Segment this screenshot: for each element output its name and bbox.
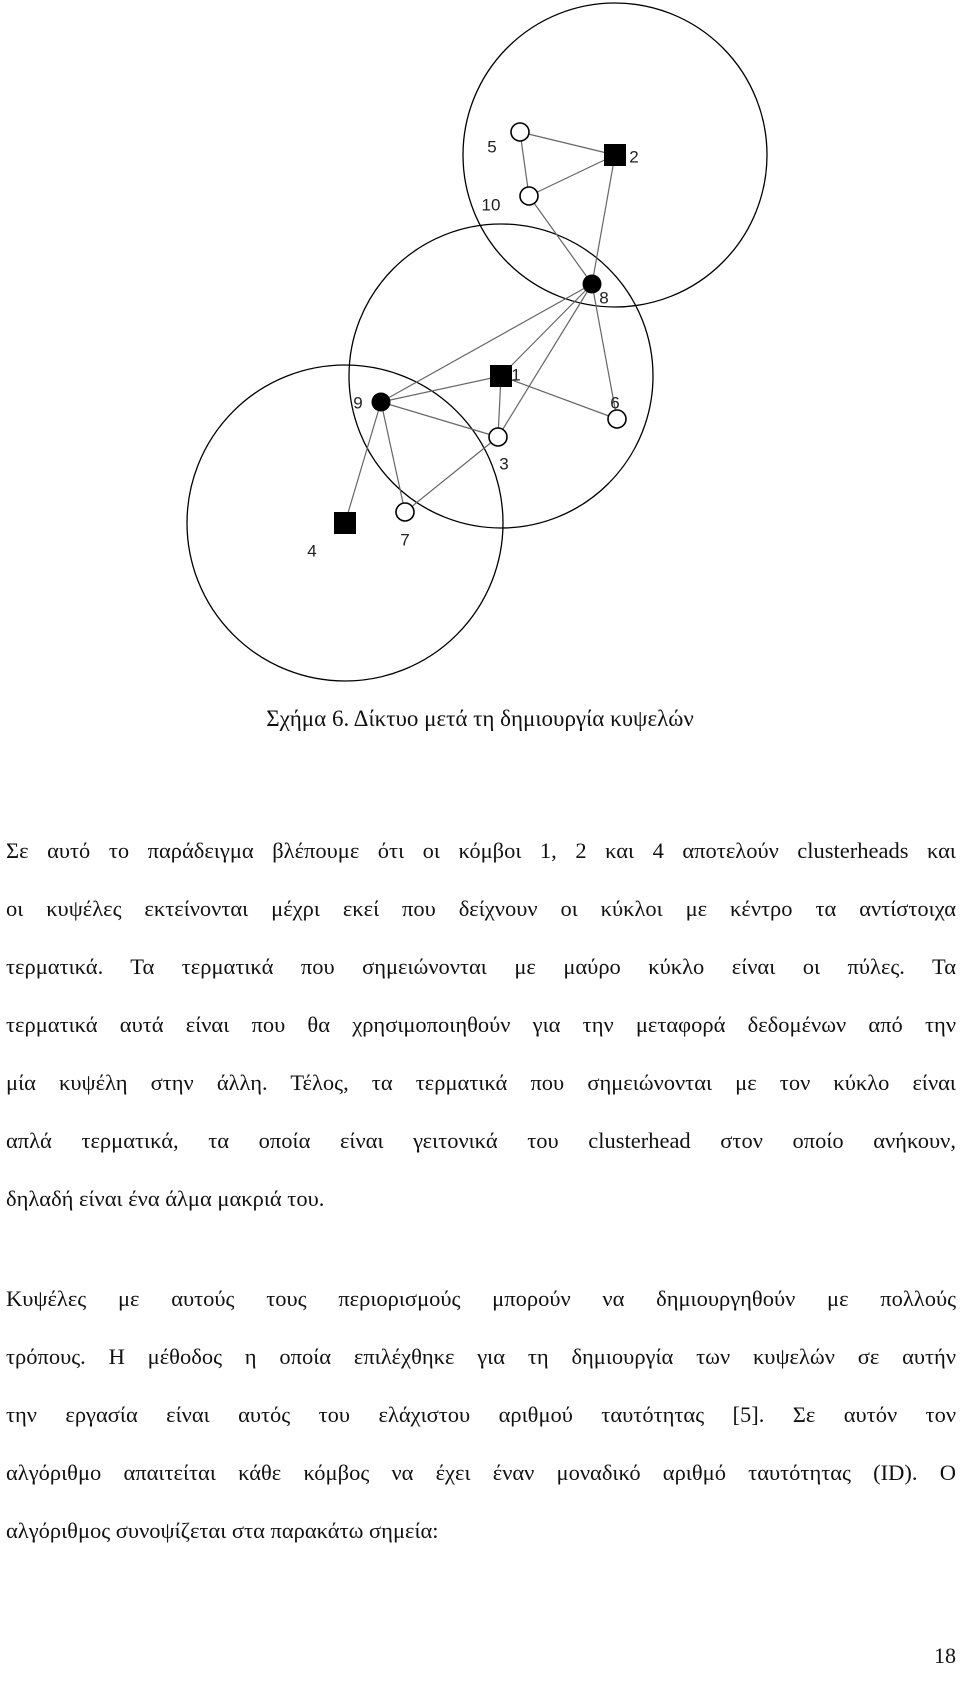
edge-3-7: [405, 437, 498, 512]
paragraph-1-line: τερματικά αυτά είναι που θα χρησιμοποιηθούν για την μεταφορά δεδομένων από την: [6, 1012, 956, 1037]
gateway-node-9: [372, 393, 391, 412]
terminal-node-3: [489, 428, 507, 446]
node-label-7: 7: [400, 530, 410, 550]
edge-9-3: [381, 402, 498, 437]
node-label-5: 5: [487, 137, 497, 157]
terminal-node-10: [520, 187, 538, 205]
paragraph-1-line: Σε αυτό το παράδειγμα βλέπουμε ότι οι κόμβοι 1, 2 και 4 αποτελούν clusterheads και: [6, 838, 956, 863]
figure-caption: Σχήμα 6. Δίκτυο μετά τη δημιουργία κυψελών: [266, 706, 694, 731]
paragraph-2-line: αλγόριθμο απαιτείται κάθε κόμβος να έχει έναν μοναδικό αριθμό ταυτότητας (ID). Ο: [6, 1460, 956, 1485]
terminal-node-7: [396, 503, 414, 521]
paragraph-1: [6, 822, 956, 1228]
terminal-node-5: [511, 123, 529, 141]
node-label-8: 8: [599, 288, 609, 308]
paragraph-1-line: μία κυψέλη στην άλλη. Τέλος, τα τερματικά που σημειώνονται με τον κύκλο είναι: [6, 1070, 956, 1095]
terminal-node-6: [608, 410, 626, 428]
node-label-6: 6: [610, 393, 620, 413]
clusterhead-node-2: [604, 144, 626, 166]
clusterhead-node-1: [490, 365, 512, 387]
paragraph-2-line: την εργασία είναι αυτός του ελάχιστου αριθμού ταυτότητας [5]. Σε αυτόν τον: [6, 1402, 956, 1427]
edge-8-3: [498, 284, 592, 437]
paragraph-1-line: οι κυψέλες εκτείνονται μέχρι εκεί που δείχνουν οι κύκλοι με κέντρο τα αντίστοιχα: [6, 896, 956, 921]
network-diagram: [0, 0, 960, 700]
edge-5-2: [520, 132, 615, 155]
page-number: 18: [934, 1643, 956, 1668]
edge-9-7: [381, 402, 405, 512]
edge-10-2: [529, 155, 615, 196]
node-label-2: 2: [629, 147, 639, 167]
paragraph-2: [6, 1270, 956, 1560]
edge-8-9: [381, 284, 592, 402]
edge-8-1: [501, 284, 592, 376]
edge-10-8: [529, 196, 592, 284]
node-label-1: 1: [511, 365, 521, 385]
edge-2-8: [592, 155, 615, 284]
paragraph-2-line: Κυψέλες με αυτούς τους περιορισμούς μπορούν να δημιουργηθούν με πολλούς: [6, 1286, 956, 1311]
node-label-9: 9: [353, 393, 363, 413]
paragraph-2-line: τρόπους. Η μέθοδος η οποία επιλέχθηκε για τη δημιουργία των κυψελών σε αυτήν: [6, 1344, 956, 1369]
paragraph-1-line: δηλαδή είναι ένα άλμα μακριά του.: [6, 1186, 325, 1211]
clusterhead-node-4: [334, 512, 356, 534]
paragraph-1-line: απλά τερματικά, τα οποία είναι γειτονικά του clusterhead στον οποίο ανήκουν,: [6, 1128, 956, 1153]
paragraph-2-line: αλγόριθμος συνοψίζεται στα παρακάτω σημεία:: [6, 1518, 439, 1543]
node-label-4: 4: [307, 541, 317, 561]
paragraph-1-line: τερματικά. Τα τερματικά που σημειώνονται με μαύρο κύκλο είναι οι πύλες. Τα: [6, 954, 956, 979]
node-label-3: 3: [499, 454, 509, 474]
node-label-10: 10: [481, 195, 501, 215]
